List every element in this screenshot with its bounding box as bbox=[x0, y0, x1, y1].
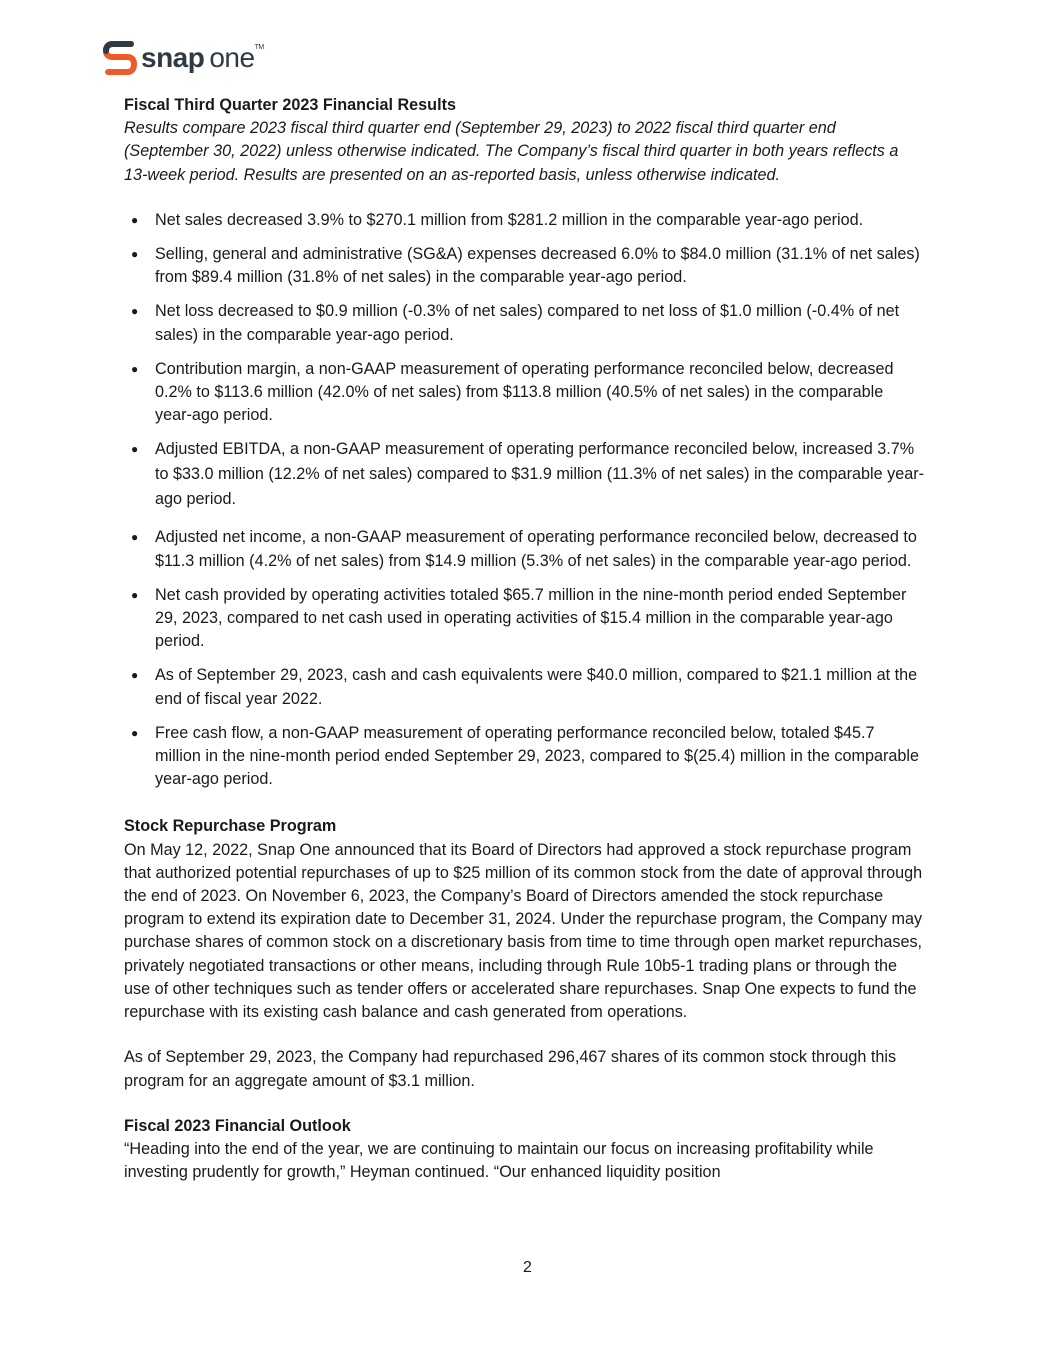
logo-trademark: TM bbox=[254, 44, 264, 51]
list-item: ● As of September 29, 2023, cash and cash equivalents were $40.0 million, compared to $21.1 million at the end of fiscal year 2022. bbox=[124, 664, 924, 710]
repurchase-paragraph-2: As of September 29, 2023, the Company had repurchased 296,467 shares of its common stock through this program for an aggregate amount of $3.1 million. bbox=[124, 1048, 897, 1090]
list-item: ● Selling, general and administrative (SG&A) expenses decreased 6.0% to $84.0 million (31.1% of net sales) from $89.4 million (31.8% of net sales) in the comparable year-ago period. bbox=[124, 243, 924, 289]
repurchase-paragraph-1: On May 12, 2022, Snap One announced that its Board of Directors had approved a stock repurchase program that authorized potential repurchases of up to $25 million of its common stock from the date of approval through the end of 2023. On November 6, 2023, the Company’s Board of Directors amended the stock repurchase program to extend its expiration date to December 31, 2024. Under the repurchase program, the Company may purchase shares of common stock on a discretionary basis from time to time through open market repurchases, privately negotiated transactions or other means, including through Rule 10b5-1 trading plans or through the use of other techniques such as tender offers or accelerated share repurchases. Snap One expects to fund the repurchase with its existing cash balance and cash generated from operations. bbox=[124, 840, 923, 1022]
list-item: ● Net loss decreased to $0.9 million (-0.3% of net sales) compared to net loss of $1.0 million (-0.4% of net sales) in the comparable year-ago period. bbox=[124, 300, 924, 346]
list-item: ● Adjusted net income, a non-GAAP measurement of operating performance reconciled below, decreased to $11.3 million (4.2% of net sales) from $14.9 million (5.3% of net sales) in the comparable year-ago period. bbox=[124, 526, 924, 572]
logo-wordmark bbox=[141, 44, 264, 72]
list-item: ● Free cash flow, a non-GAAP measurement of operating performance reconciled below, totaled $45.7 million in the nine-month period ended September 29, 2023, compared to $(25.4) million in the comparable year-ago period. bbox=[124, 722, 924, 792]
results-intro: Results compare 2023 fiscal third quarter end (September 29, 2023) to 2022 fiscal third quarter end (September 30, 2022) unless otherwise indicated. The Company’s fiscal third quarter in both years reflects a 13-week period. Results are presented on an as-reported basis, unless otherwise indicated. bbox=[124, 119, 899, 184]
logo-snap-text: snap bbox=[141, 42, 205, 73]
list-item: ● Adjusted EBITDA, a non-GAAP measurement of operating performance reconciled below, increased 3.7% to $33.0 million (12.2% of net sales) compared to $31.9 million (11.3% of net sales) in the comparable year-ago period. bbox=[124, 437, 924, 512]
section-heading-q3-results: Fiscal Third Quarter 2023 Financial Results bbox=[124, 96, 456, 114]
document-body bbox=[124, 94, 924, 1184]
snap-one-logo-icon bbox=[103, 38, 137, 78]
section-heading-outlook: Fiscal 2023 Financial Outlook bbox=[124, 1116, 351, 1135]
results-bullet-list bbox=[124, 209, 924, 792]
snap-one-logo bbox=[103, 38, 264, 78]
list-item: ● Contribution margin, a non-GAAP measurement of operating performance reconciled below, decreased 0.2% to $113.6 million (42.0% of net sales) from $113.8 million (40.5% of net sales) in the comparable year-ago period. bbox=[124, 358, 924, 428]
outlook-paragraph-1: “Heading into the end of the year, we are continuing to maintain our focus on increasing profitability while investing prudently for growth,” Heyman continued. “Our enhanced liquidity position bbox=[124, 1139, 874, 1182]
page-number: 2 bbox=[523, 1259, 532, 1276]
list-item: ● Net cash provided by operating activities totaled $65.7 million in the nine-month period ended September 29, 2023, compared to net cash used in operating activities of $15.4 million in the comparable year-ago period. bbox=[124, 584, 924, 654]
logo-one-text: one™ bbox=[209, 42, 264, 73]
section-heading-stock-repurchase: Stock Repurchase Program bbox=[124, 817, 337, 836]
list-item: ● Net sales decreased 3.9% to $270.1 million from $281.2 million in the comparable year-ago period. bbox=[124, 209, 924, 232]
